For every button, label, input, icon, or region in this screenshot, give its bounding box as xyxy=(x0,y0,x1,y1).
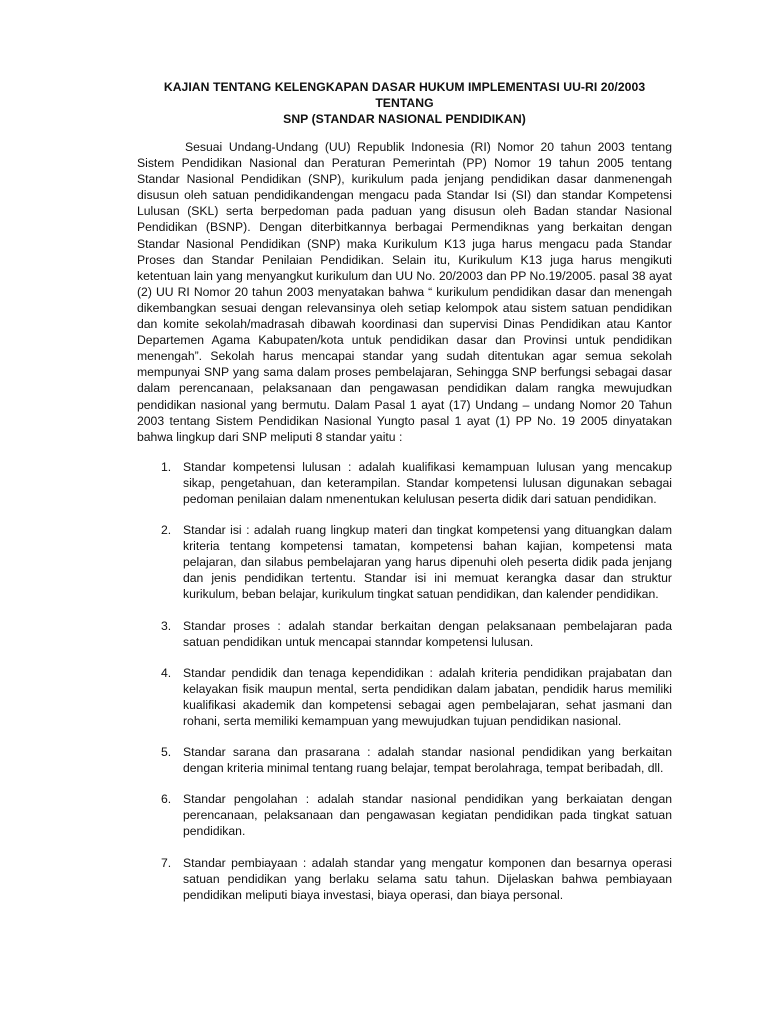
list-item xyxy=(137,459,672,507)
list-item xyxy=(137,744,672,776)
list-item xyxy=(137,522,672,602)
list-item xyxy=(137,665,672,729)
list-item-number: 5. xyxy=(161,745,172,760)
title-line-2: SNP (STANDAR NASIONAL PENDIDIKAN) xyxy=(283,112,526,126)
standards-list xyxy=(137,459,672,903)
list-item-text: Standar pendidik dan tenaga kependidikan : adalah kriteria pendidikan prajabatan dan kelayakan fisik maupun mental, serta pendidikan dalam jabatan, pendidik harus memiliki kualifikasi akademik dan kompetensi sebagai agen pembelajaran, sehat jasmani dan rohani, serta memiliki kemampuan yang mewujudkan tujuan pendidikan nasional. xyxy=(183,665,672,728)
list-item-number: 2. xyxy=(161,523,172,538)
document-title xyxy=(137,79,672,127)
list-item-number: 3. xyxy=(161,618,172,633)
list-item xyxy=(137,791,672,839)
list-item-text: Standar proses : adalah standar berkaitan dengan pelaksanaan pembelajaran pada satuan pendidikan untuk mencapai stanndar kompetensi lulusan. xyxy=(183,618,672,649)
list-item-number: 1. xyxy=(161,459,172,474)
list-item xyxy=(137,855,672,903)
list-item-text: Standar pembiayaan : adalah standar yang mengatur komponen dan besarnya operasi satuan pendidikan yang berlaku selama satu tahun. Dijelaskan bahwa pembiayaan pendidikan meliputi biaya investasi, biaya operasi, dan biaya personal. xyxy=(183,855,672,902)
list-item-number: 4. xyxy=(161,665,172,680)
list-item xyxy=(137,618,672,650)
list-item-number: 6. xyxy=(161,792,172,807)
intro-paragraph: Sesuai Undang-Undang (UU) Republik Indonesia (RI) Nomor 20 tahun 2003 tentang Sistem Pendidikan Nasional dan Peraturan Pemerintah (PP) Nomor 19 tahun 2005 tentang Standar Nasional Pendidikan (SNP), kurikulum pada jenjang pendidikan dasar danmenengah disusun oleh satuan pendidikandengan mengacu pada Standar Isi (SI) dan standar Kompetensi Lulusan (SKL) serta berpedoman pada paduan yang disusun oleh Badan standar Nasional Pendidikan (BSNP). Dengan diterbitkannya berbagai Permendiknas yang berkaitan dengan Standar Nasional Pendidikan (SNP) maka Kurikulum K13 juga harus mengacu pada Standar Proses dan Standar Penilaian Pendidikan. Selain itu, Kurikulum K13 juga harus mengikuti ketentuan lain yang menyangkut kurikulum dan UU No. 20/2003 dan PP No.19/2005. pasal 38 ayat (2) UU RI Nomor 20 tahun 2003 menyatakan bahwa “ kurikulum pendidikan dasar dan menengah dikembangkan sesuai dengan relevansinya oleh setiap kelompok atau sistem satuan pendidikan dan komite sekolah/madrasah dibawah koordinasi dan supervisi Dinas Pendidikan atau Kantor Departemen Agama Kabupaten/kota untuk pendidikan dasar dan Provinsi untuk pendidikan menengah”. Sekolah harus mencapai standar yang sudah ditentukan agar semua sekolah mempunyai SNP yang sama dalam proses pembelajaran, Sehingga SNP berfungsi sebagai dasar dalam perencanaan, pelaksanaan dan pengawasan pendidikan dalam rangka mewujudkan pendidikan nasional yang bermutu. Dalam Pasal 1 ayat (17) Undang – undang Nomor 20 Tahun 2003 tentang Sistem Pendidikan Nasional Yungto pasal 1 ayat (1) PP No. 19 2005 dinyatakan bahwa lingkup dari SNP meliputi 8 standar yaitu : xyxy=(137,140,672,444)
list-item-number: 7. xyxy=(161,855,172,870)
list-item-text: Standar isi : adalah ruang lingkup materi dan tingkat kompetensi yang dituangkan dalam kriteria tentang kompetensi tamatan, kompetensi bahan kajian, kompetensi mata pelajaran, dan silabus pembelajaran yang harus dipenuhi oleh peserta didik pada jenjang dan jenis pendidikan tertentu. Standar isi ini memuat kerangka dasar dan struktur kurikulum, beban belajar, kurikulum tingkat satuan pendidikan, dan kalender pendidikan. xyxy=(183,523,672,602)
list-item-text: Standar sarana dan prasarana : adalah standar nasional pendidikan yang berkaitan dengan kriteria minimal tentang ruang belajar, tempat berolahraga, tempat beribadah, dll. xyxy=(183,745,672,776)
list-item-text: Standar kompetensi lulusan : adalah kualifikasi kemampuan lulusan yang mencakup sikap, pengetahuan, dan keterampilan. Standar kompetensi lulusan digunakan sebagai pedoman penilaian dalam nmenentukan kelulusan peserta didik dari satuan pendidikan. xyxy=(183,459,672,506)
title-line-1: KAJIAN TENTANG KELENGKAPAN DASAR HUKUM IMPLEMENTASI UU-RI 20/2003 TENTANG xyxy=(163,80,646,110)
list-item-text: Standar pengolahan : adalah standar nasional pendidikan yang berkaiatan dengan perencanaan, pelaksanaan dan pengawasan kegiatan pendidikan pada tingkat satuan pendidikan. xyxy=(183,792,672,839)
